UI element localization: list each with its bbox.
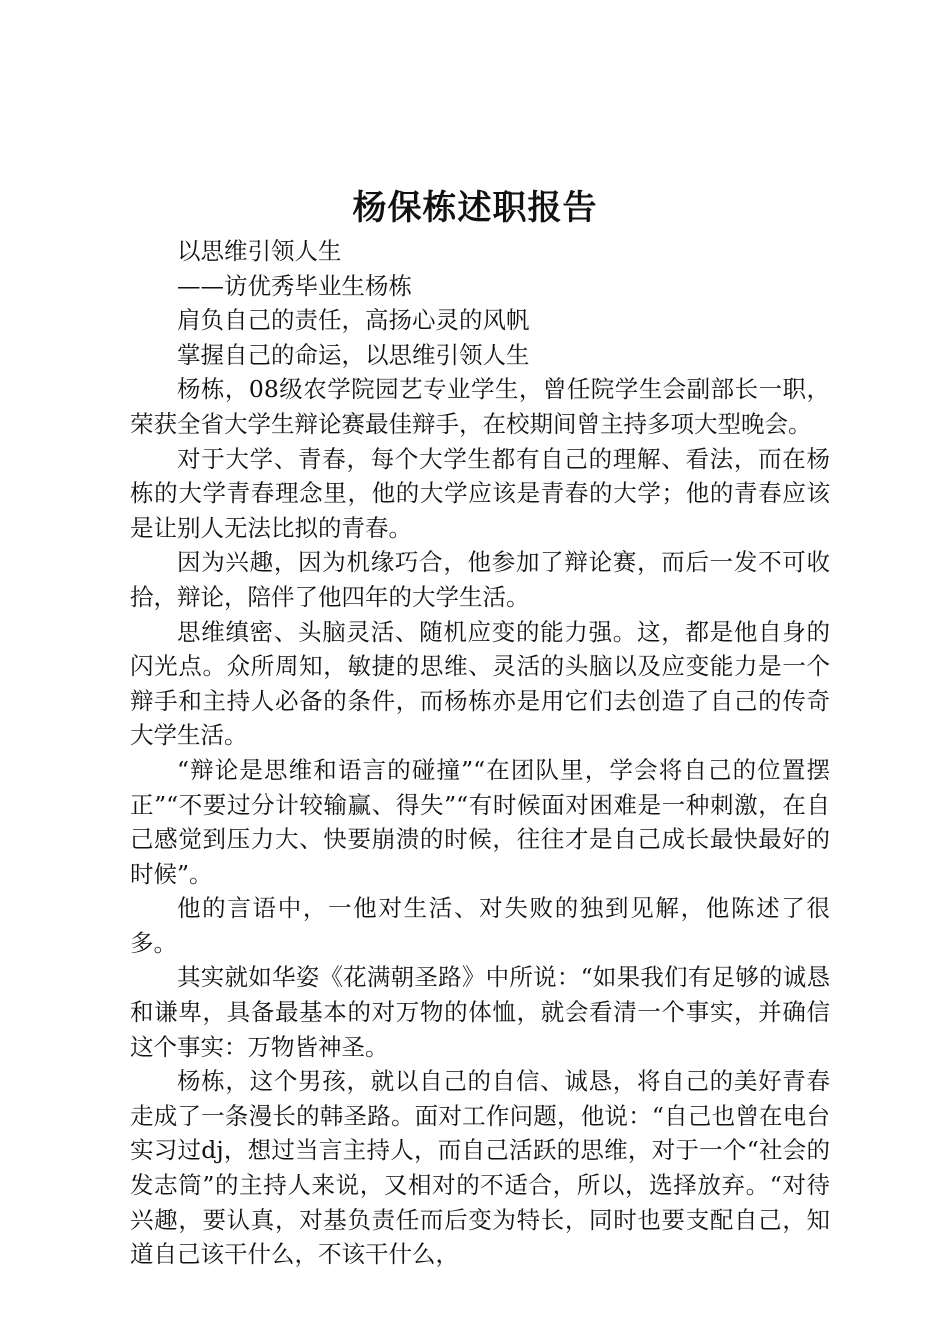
paragraph: 其实就如华姿《花满朝圣路》中所说：“如果我们有足够的诚恳和谦卑，具备最基本的对万物的体恤，就会看清一个事实，并确信这个事实：万物皆神圣。	[130, 963, 830, 1061]
document-body	[130, 234, 830, 1272]
paragraph: 掌握自己的命运，以思维引领人生	[177, 340, 530, 369]
paragraph: 肩负自己的责任，高扬心灵的风帆	[177, 306, 530, 335]
paragraph: 思维缜密、头脑灵活、随机应变的能力强。这，都是他自身的闪光点。众所周知，敏捷的思维、灵活的头脑以及应变能力是一个辩手和主持人必备的条件，而杨栋亦是用它们去创造了自己的传奇大学生活。	[130, 617, 830, 750]
paragraph: 杨栋，这个男孩，就以自己的自信、诚恳，将自己的美好青春走成了一条漫长的韩圣路。面对工作问题，他说：“自己也曾在电台实习过dj，想过当言主持人，而自己活跃的思维，对于一个“社会的发志筒”的主持人来说，又相对的不适合，所以，选择放弃。“对待兴趣，要认真，对基负责任而后变为特长，同时也要支配自己，知道自己该干什么，不该干什么，	[130, 1067, 830, 1269]
paragraph: “辩论是思维和语言的碰撞”“在团队里，学会将自己的位置摆正”“不要过分计较输赢、得失”“有时候面对困难是一种刺激，在自己感觉到压力大、快要崩溃的时候，往往才是自己成长最快最好的时候”。	[130, 755, 830, 888]
paragraph: 因为兴趣，因为机缘巧合，他参加了辩论赛，而后一发不可收拾，辩论，陪伴了他四年的大学生活。	[130, 548, 830, 611]
paragraph: ——访优秀毕业生杨栋	[177, 271, 412, 300]
paragraph: 以思维引领人生	[177, 237, 342, 265]
paragraph: 对于大学、青春，每个大学生都有自己的理解、看法，而在杨栋的大学青春理念里，他的大学应该是青春的大学；他的青春应该是让别人无法比拟的青春。	[130, 444, 830, 542]
document-title: 杨保栋述职报告	[352, 188, 598, 228]
paragraph: 杨栋，08级农学院园艺专业学生，曾任院学生会副部长一职，荣获全省大学生辩论赛最佳辩手，在校期间曾主持多项大型晚会。	[130, 375, 830, 438]
paragraph: 他的言语中，一他对生活、对失败的独到见解，他陈述了很多。	[130, 894, 830, 957]
